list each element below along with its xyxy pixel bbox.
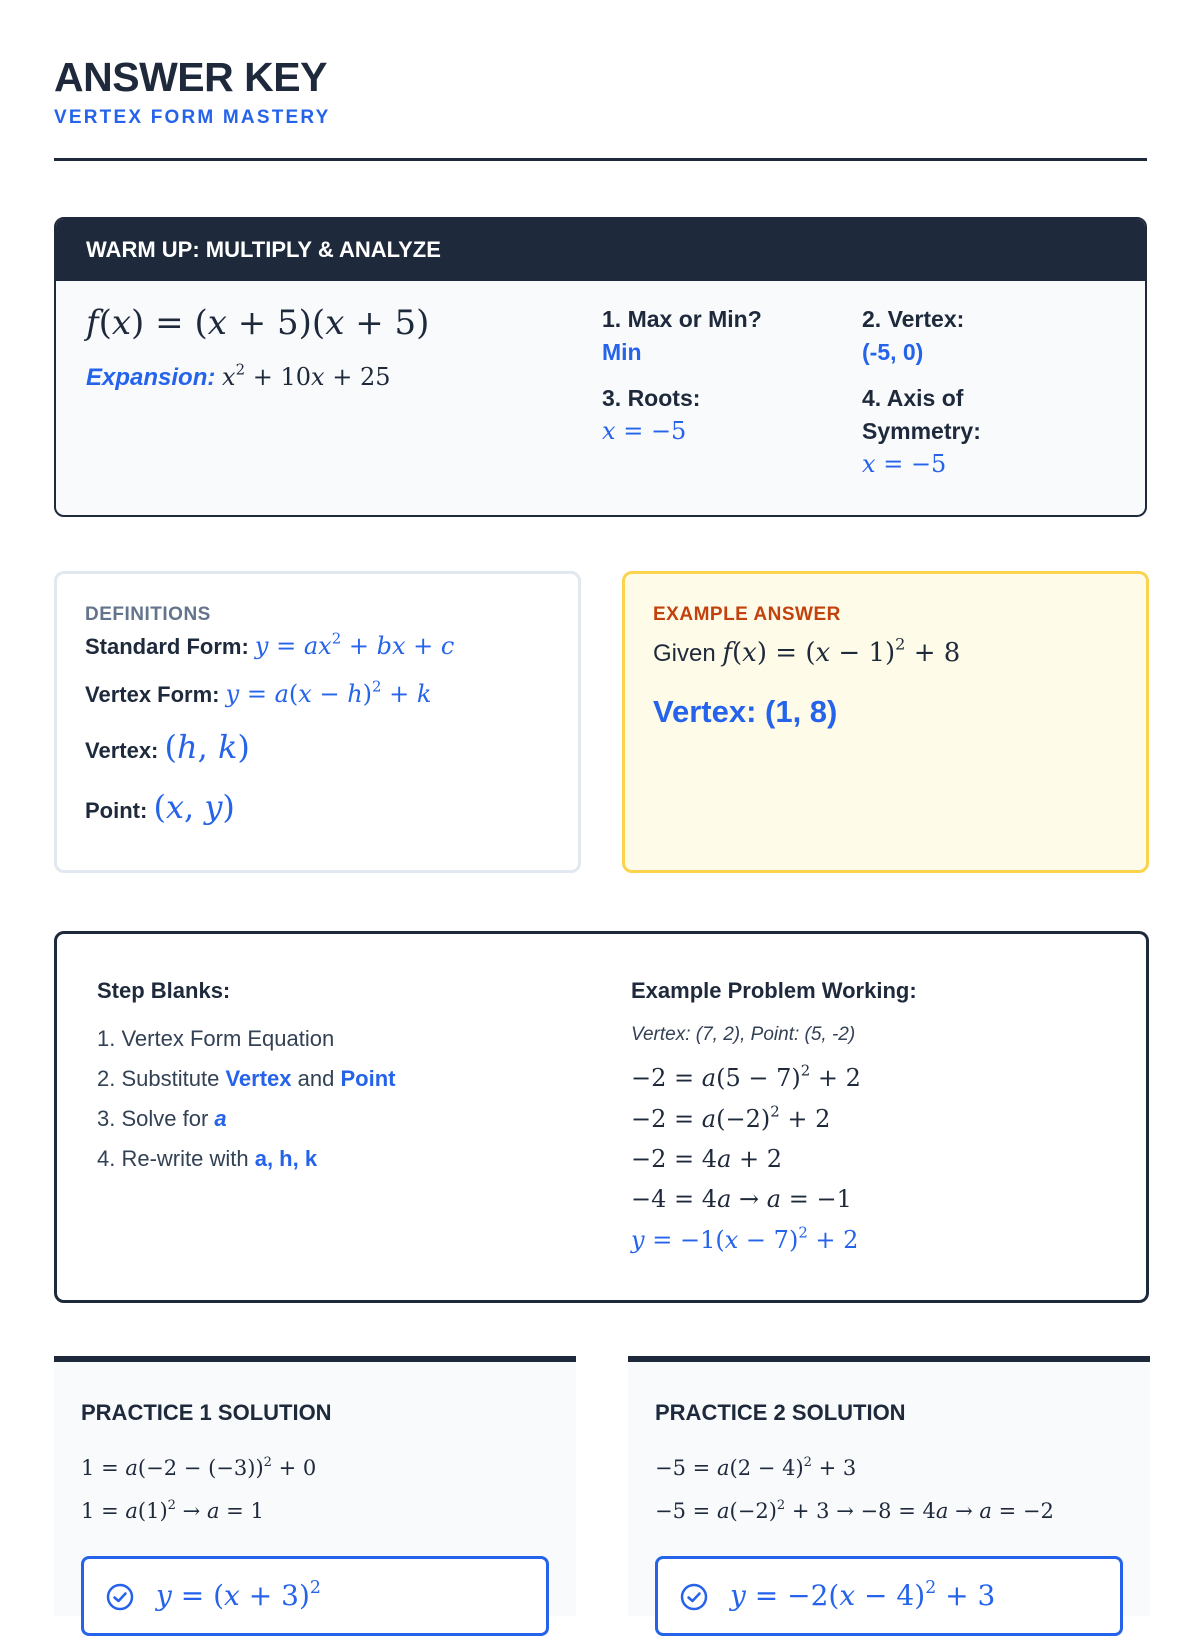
question-answer: (-5, 0) [862, 339, 924, 365]
working-line: $-2 = a(-2)^2 + 2$ [631, 1102, 831, 1133]
example-vertex: Vertex: (1, 8) [653, 694, 838, 729]
given-label: Given [653, 640, 716, 667]
question-answer: x = −5 [862, 450, 947, 478]
practice-title: PRACTICE 2 SOLUTION [655, 1400, 906, 1425]
question-answer: Min [602, 339, 642, 365]
working-line: $-2 = a(5 - 7)^2 + 2$ [631, 1061, 861, 1092]
warm-up-expansion [86, 360, 391, 392]
example-given [653, 634, 961, 668]
step-blanks-heading: Step Blanks: [97, 978, 231, 1003]
question-max-min [602, 303, 832, 369]
page-title: ANSWER KEY [54, 54, 327, 100]
practice-2-card [628, 1356, 1150, 1616]
practice-line: $1 = a(1)^2 \to a = 1$ [81, 1497, 264, 1523]
working-note: Vertex: (7, 2), Point: (5, -2) [631, 1024, 856, 1045]
header-divider [54, 158, 1147, 161]
practice-1-card [54, 1356, 576, 1616]
step-text: 2. Substitute [97, 1066, 220, 1091]
practice-line: $-5 = a(2 - 4)^2 + 3$ [655, 1454, 857, 1480]
step-text: 1. Vertex Form Equation [97, 1026, 335, 1051]
definition-key: Point: [85, 798, 148, 823]
working-heading: Example Problem Working: [631, 978, 917, 1003]
page-subtitle: VERTEX FORM MASTERY [54, 107, 331, 128]
warm-up-card [54, 217, 1147, 517]
step-highlight: Vertex [225, 1066, 292, 1091]
check-circle-icon [680, 1583, 708, 1611]
definition-key: Vertex: [85, 738, 159, 763]
question-answer: x = −5 [602, 417, 687, 445]
expansion-label: Expansion: [86, 364, 216, 391]
question-axis-of-symmetry [862, 382, 1012, 481]
step-highlight: Point [340, 1066, 396, 1091]
practice-answer-box [655, 1556, 1123, 1636]
definitions-card [54, 571, 581, 873]
definition-value: (h, k) [164, 728, 250, 766]
question-vertex [862, 303, 1092, 369]
practice-answer-box [81, 1556, 549, 1636]
step-item [97, 1106, 227, 1132]
definition-value: $y = ax^2$ + bx + c [254, 629, 455, 660]
check-circle-icon [106, 1583, 134, 1611]
definition-vertex-form [85, 677, 432, 708]
definition-key: Standard Form: [85, 634, 249, 659]
definitions-label: DEFINITIONS [85, 604, 211, 625]
practice-title: PRACTICE 1 SOLUTION [81, 1400, 332, 1425]
definition-point [85, 788, 235, 826]
working-line: −2 = 4a + 2 [631, 1145, 783, 1173]
steps-card [54, 931, 1149, 1303]
expansion-value: $x^2 + 10x + 25$ [222, 360, 391, 391]
practice-answer: $y = -2(x - 4)^2 + 3$ [730, 1577, 996, 1612]
warm-up-function: f(x) = (x + 5)(x + 5) [86, 303, 430, 343]
step-item [97, 1146, 317, 1172]
step-text: 3. Solve for [97, 1106, 209, 1131]
given-function: $f(x) = (x - 1)^2 + 8$ [722, 634, 961, 668]
warm-up-title: WARM UP: MULTIPLY & ANALYZE [56, 219, 1145, 281]
question-label: 1. Max or Min? [602, 306, 762, 332]
step-text: and [297, 1066, 335, 1091]
working-line: −4 = 4a → a = −1 [631, 1185, 852, 1213]
step-highlight: a, h, k [254, 1146, 318, 1171]
step-item [97, 1066, 395, 1092]
definition-vertex [85, 728, 250, 766]
step-text: 4. Re-write with [97, 1146, 249, 1171]
question-label: 4. Axis of Symmetry: [862, 385, 981, 444]
definition-standard-form [85, 629, 455, 660]
step-highlight: a [214, 1106, 227, 1131]
question-label: 2. Vertex: [862, 306, 965, 332]
practice-line: $-5 = a(-2)^2 + 3 \to -8 = 4a \to a = -2$ [655, 1497, 1054, 1523]
definition-value: (x, y) [153, 788, 235, 826]
example-answer-card [622, 571, 1149, 873]
example-label: EXAMPLE ANSWER [653, 604, 841, 625]
question-roots [602, 382, 832, 448]
working-result: $y = -1(x - 7)^2 + 2$ [631, 1223, 859, 1254]
practice-line: $1 = a(-2 - (-3))^2 + 0$ [81, 1454, 317, 1480]
practice-answer: $y = (x + 3)^2$ [156, 1577, 321, 1612]
step-item [97, 1026, 334, 1052]
definition-value: $y = a(x - h)^2 + k$ [225, 677, 432, 708]
definition-key: Vertex Form: [85, 682, 220, 707]
question-label: 3. Roots: [602, 385, 701, 411]
